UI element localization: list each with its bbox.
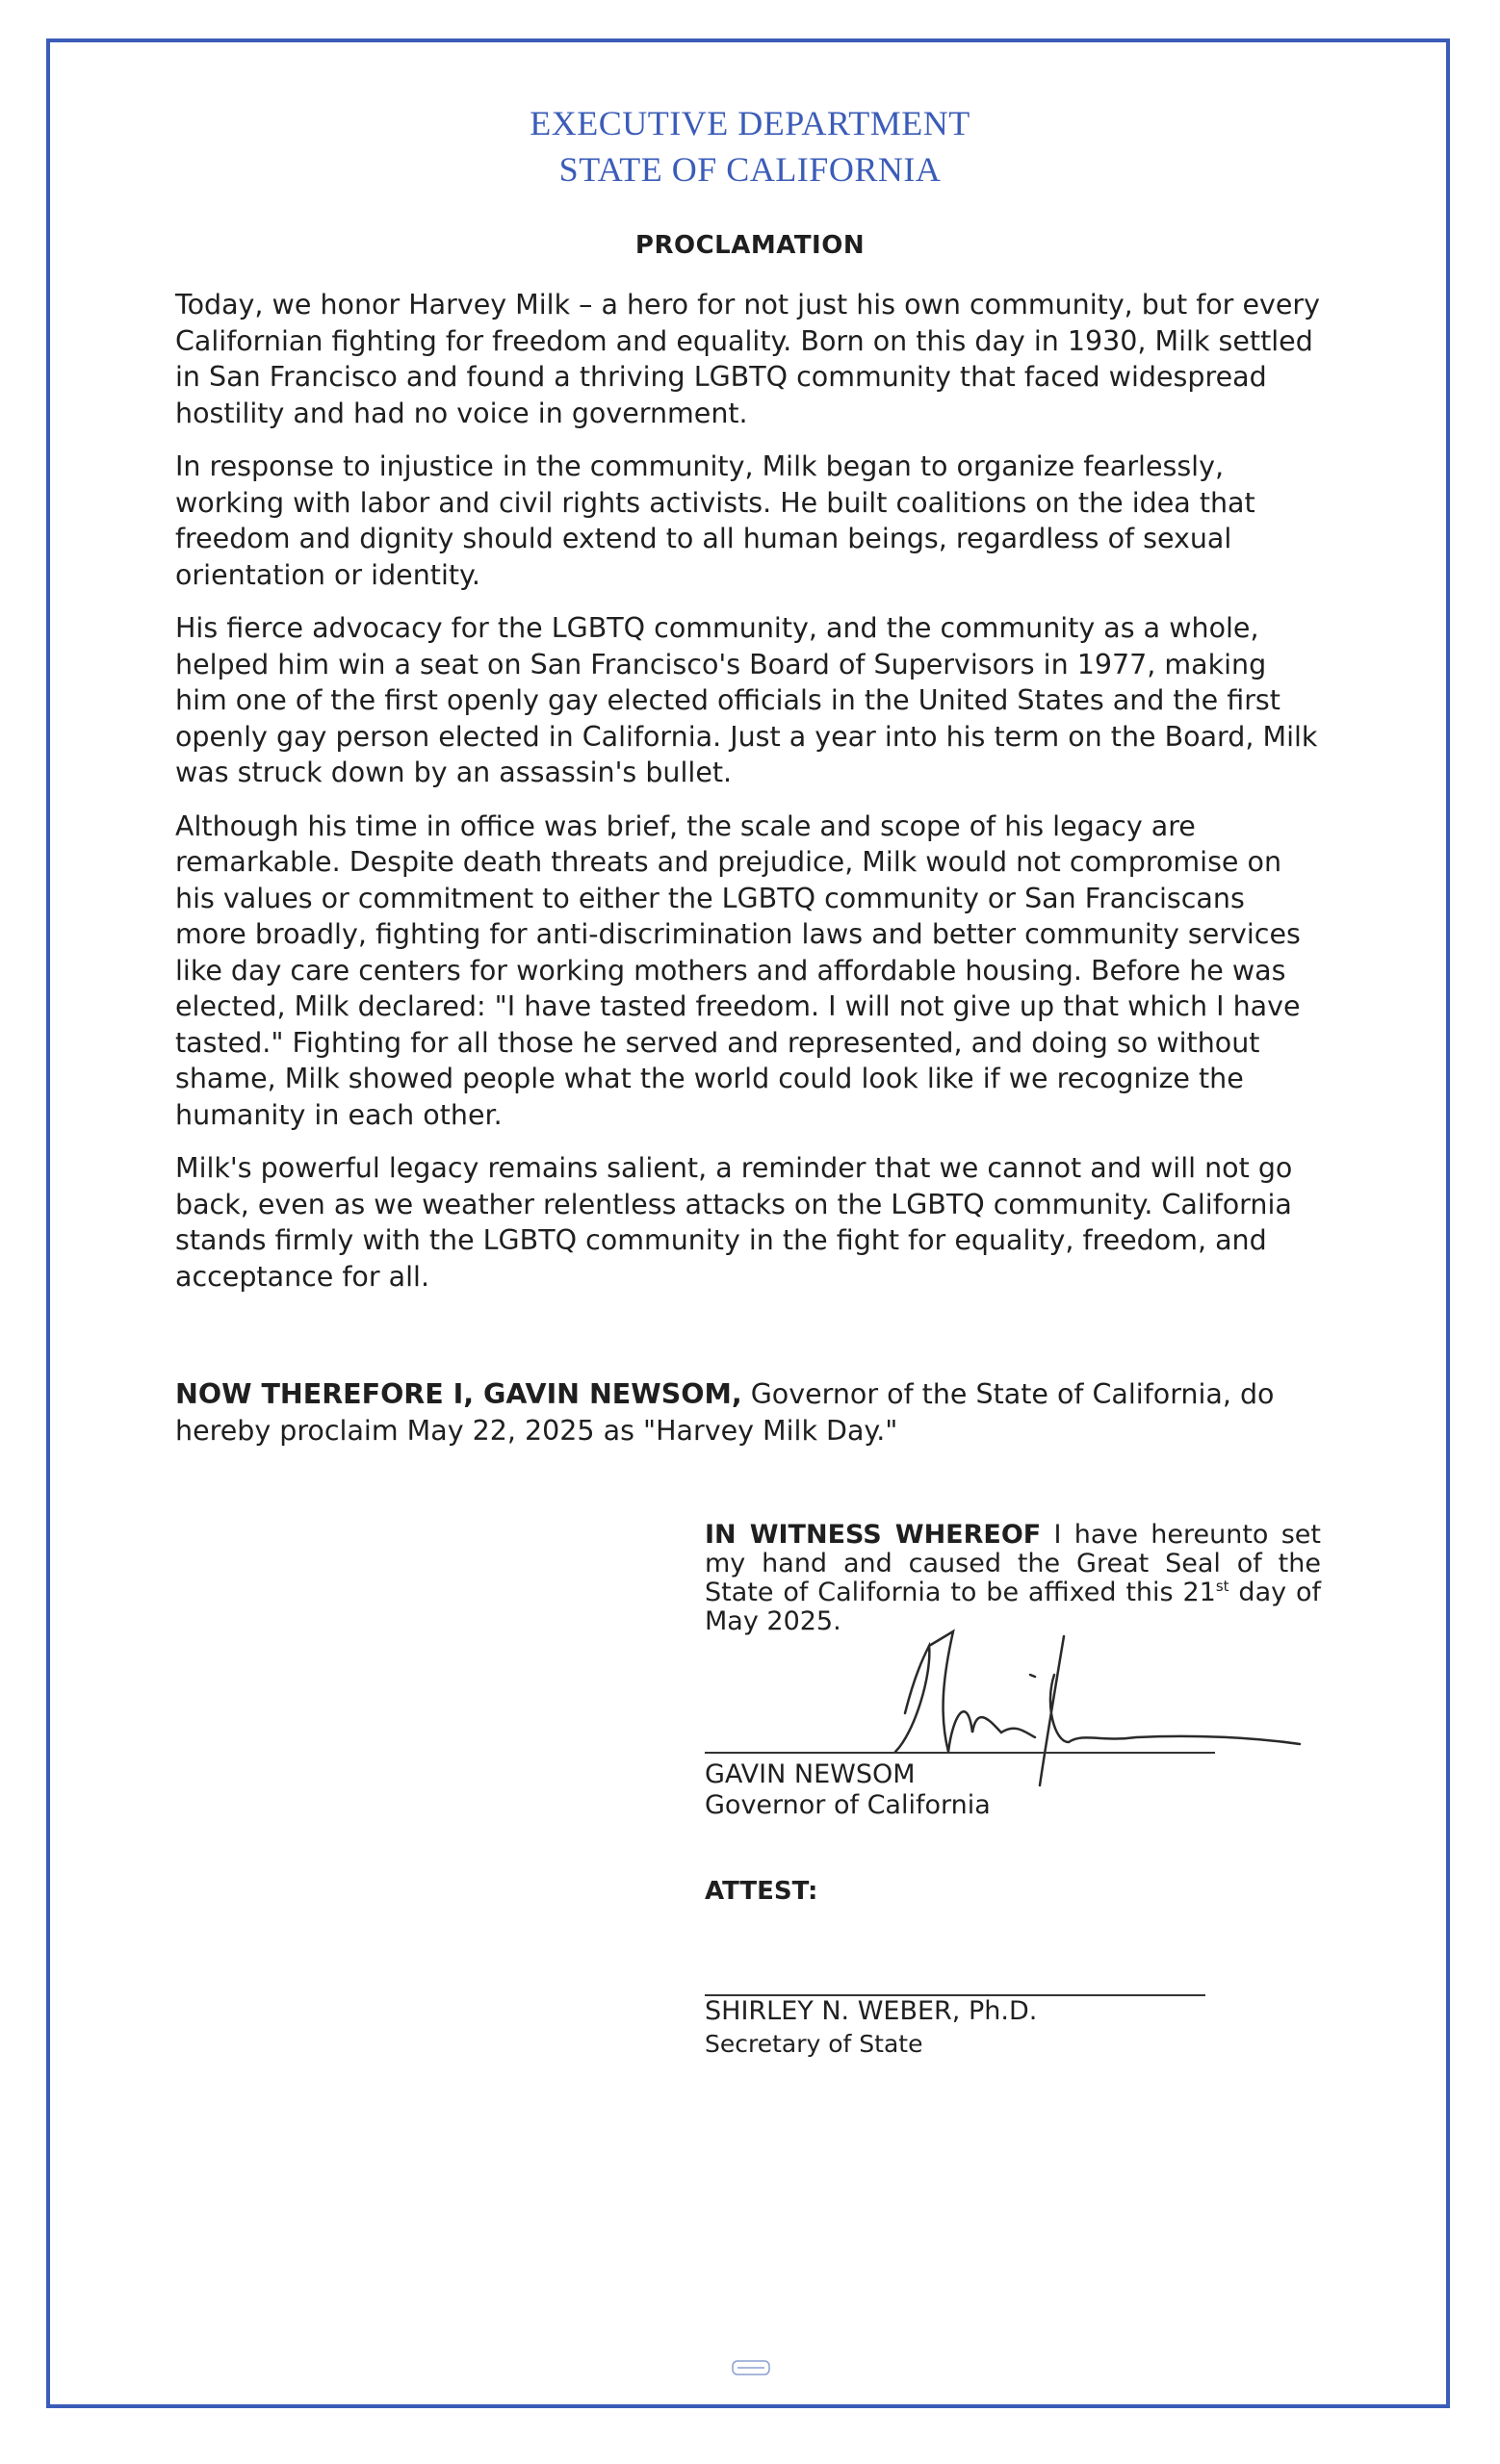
witness-text-end: day of May 2025. xyxy=(705,1578,1321,1636)
secretary-title: Secretary of State xyxy=(705,2030,923,2058)
header-executive-department: EXECUTIVE DEPARTMENT xyxy=(530,104,970,142)
governor-name: GAVIN NEWSOM xyxy=(705,1759,916,1789)
governor-signature xyxy=(847,1617,1309,1790)
union-label-bug xyxy=(732,2358,770,2377)
witness-lead: IN WITNESS WHEREOF xyxy=(705,1520,1042,1550)
witness-text: I have hereunto set my hand and caused the Great Seal of the State of California to be affixed this 21 xyxy=(705,1520,1321,1607)
attest-label: ATTEST: xyxy=(705,1877,818,1906)
governor-title: Governor of California xyxy=(705,1790,991,1820)
proclamation-body xyxy=(175,287,1321,1312)
declaration-lead: NOW THEREFORE I, GAVIN NEWSOM, xyxy=(175,1378,742,1410)
declaration-text: Governor of the State of California, do hereby proclaim May 22, 2025 as "Harvey Milk Day." xyxy=(175,1378,1275,1447)
witness-ordinal-suffix: st xyxy=(1215,1578,1229,1595)
governor-signature-line xyxy=(705,1752,1215,1754)
paragraph-2: In response to injustice in the community, Milk began to organize fearlessly, working with labor and civil rights activists. He built coalitions on the idea that freedom and dignity should extend to all human beings, regardless of sexual orientation or identity. xyxy=(175,450,1255,591)
secretary-name: SHIRLEY N. WEBER, Ph.D. xyxy=(705,1996,1038,2026)
paragraph-4: Although his time in office was brief, the scale and scope of his legacy are remarkable. Despite death threats and prejudice, Milk would not compromise on his values or commitment to either the LGBTQ community or San Franciscans more broadly, fighting for anti-discrimination laws and better community services like day care centers for working mothers and affordable housing. Before he was elected, Milk declared: "I have tasted freedom. I will not give up that which I have tasted." Fighting for all those he served and represented, and doing so without shame, Milk showed people what the world could look like if we recognize the humanity in each other. xyxy=(175,809,1301,1131)
proclamation-title: PROCLAMATION xyxy=(634,231,866,260)
paragraph-5: Milk's powerful legacy remains salient, a reminder that we cannot and will not go back, even as we weather relentless attacks on the LGBTQ community. California stands firmly with the LGBTQ community in the fight for equality, freedom, and acceptance for all. xyxy=(175,1152,1293,1293)
paragraph-3: His fierce advocacy for the LGBTQ community, and the community as a whole, helped him win a seat on San Francisco's Board of Supervisors in 1977, making him one of the first openly gay elected officials in the United States and the first openly gay person elected in California. Just a year into his term on the Board, Milk was struck down by an assassin's bullet. xyxy=(175,612,1318,788)
proclamation-declaration xyxy=(175,1376,1321,1449)
paragraph-1: Today, we honor Harvey Milk – a hero for not just his own community, but for every Californian fighting for freedom and equality. Born on this day in 1930, Milk settled in San Francisco and found a thriving LGBTQ community that faced widespread hostility and had no voice in government. xyxy=(175,289,1320,429)
header-state-of-california: STATE OF CALIFORNIA xyxy=(558,150,942,189)
